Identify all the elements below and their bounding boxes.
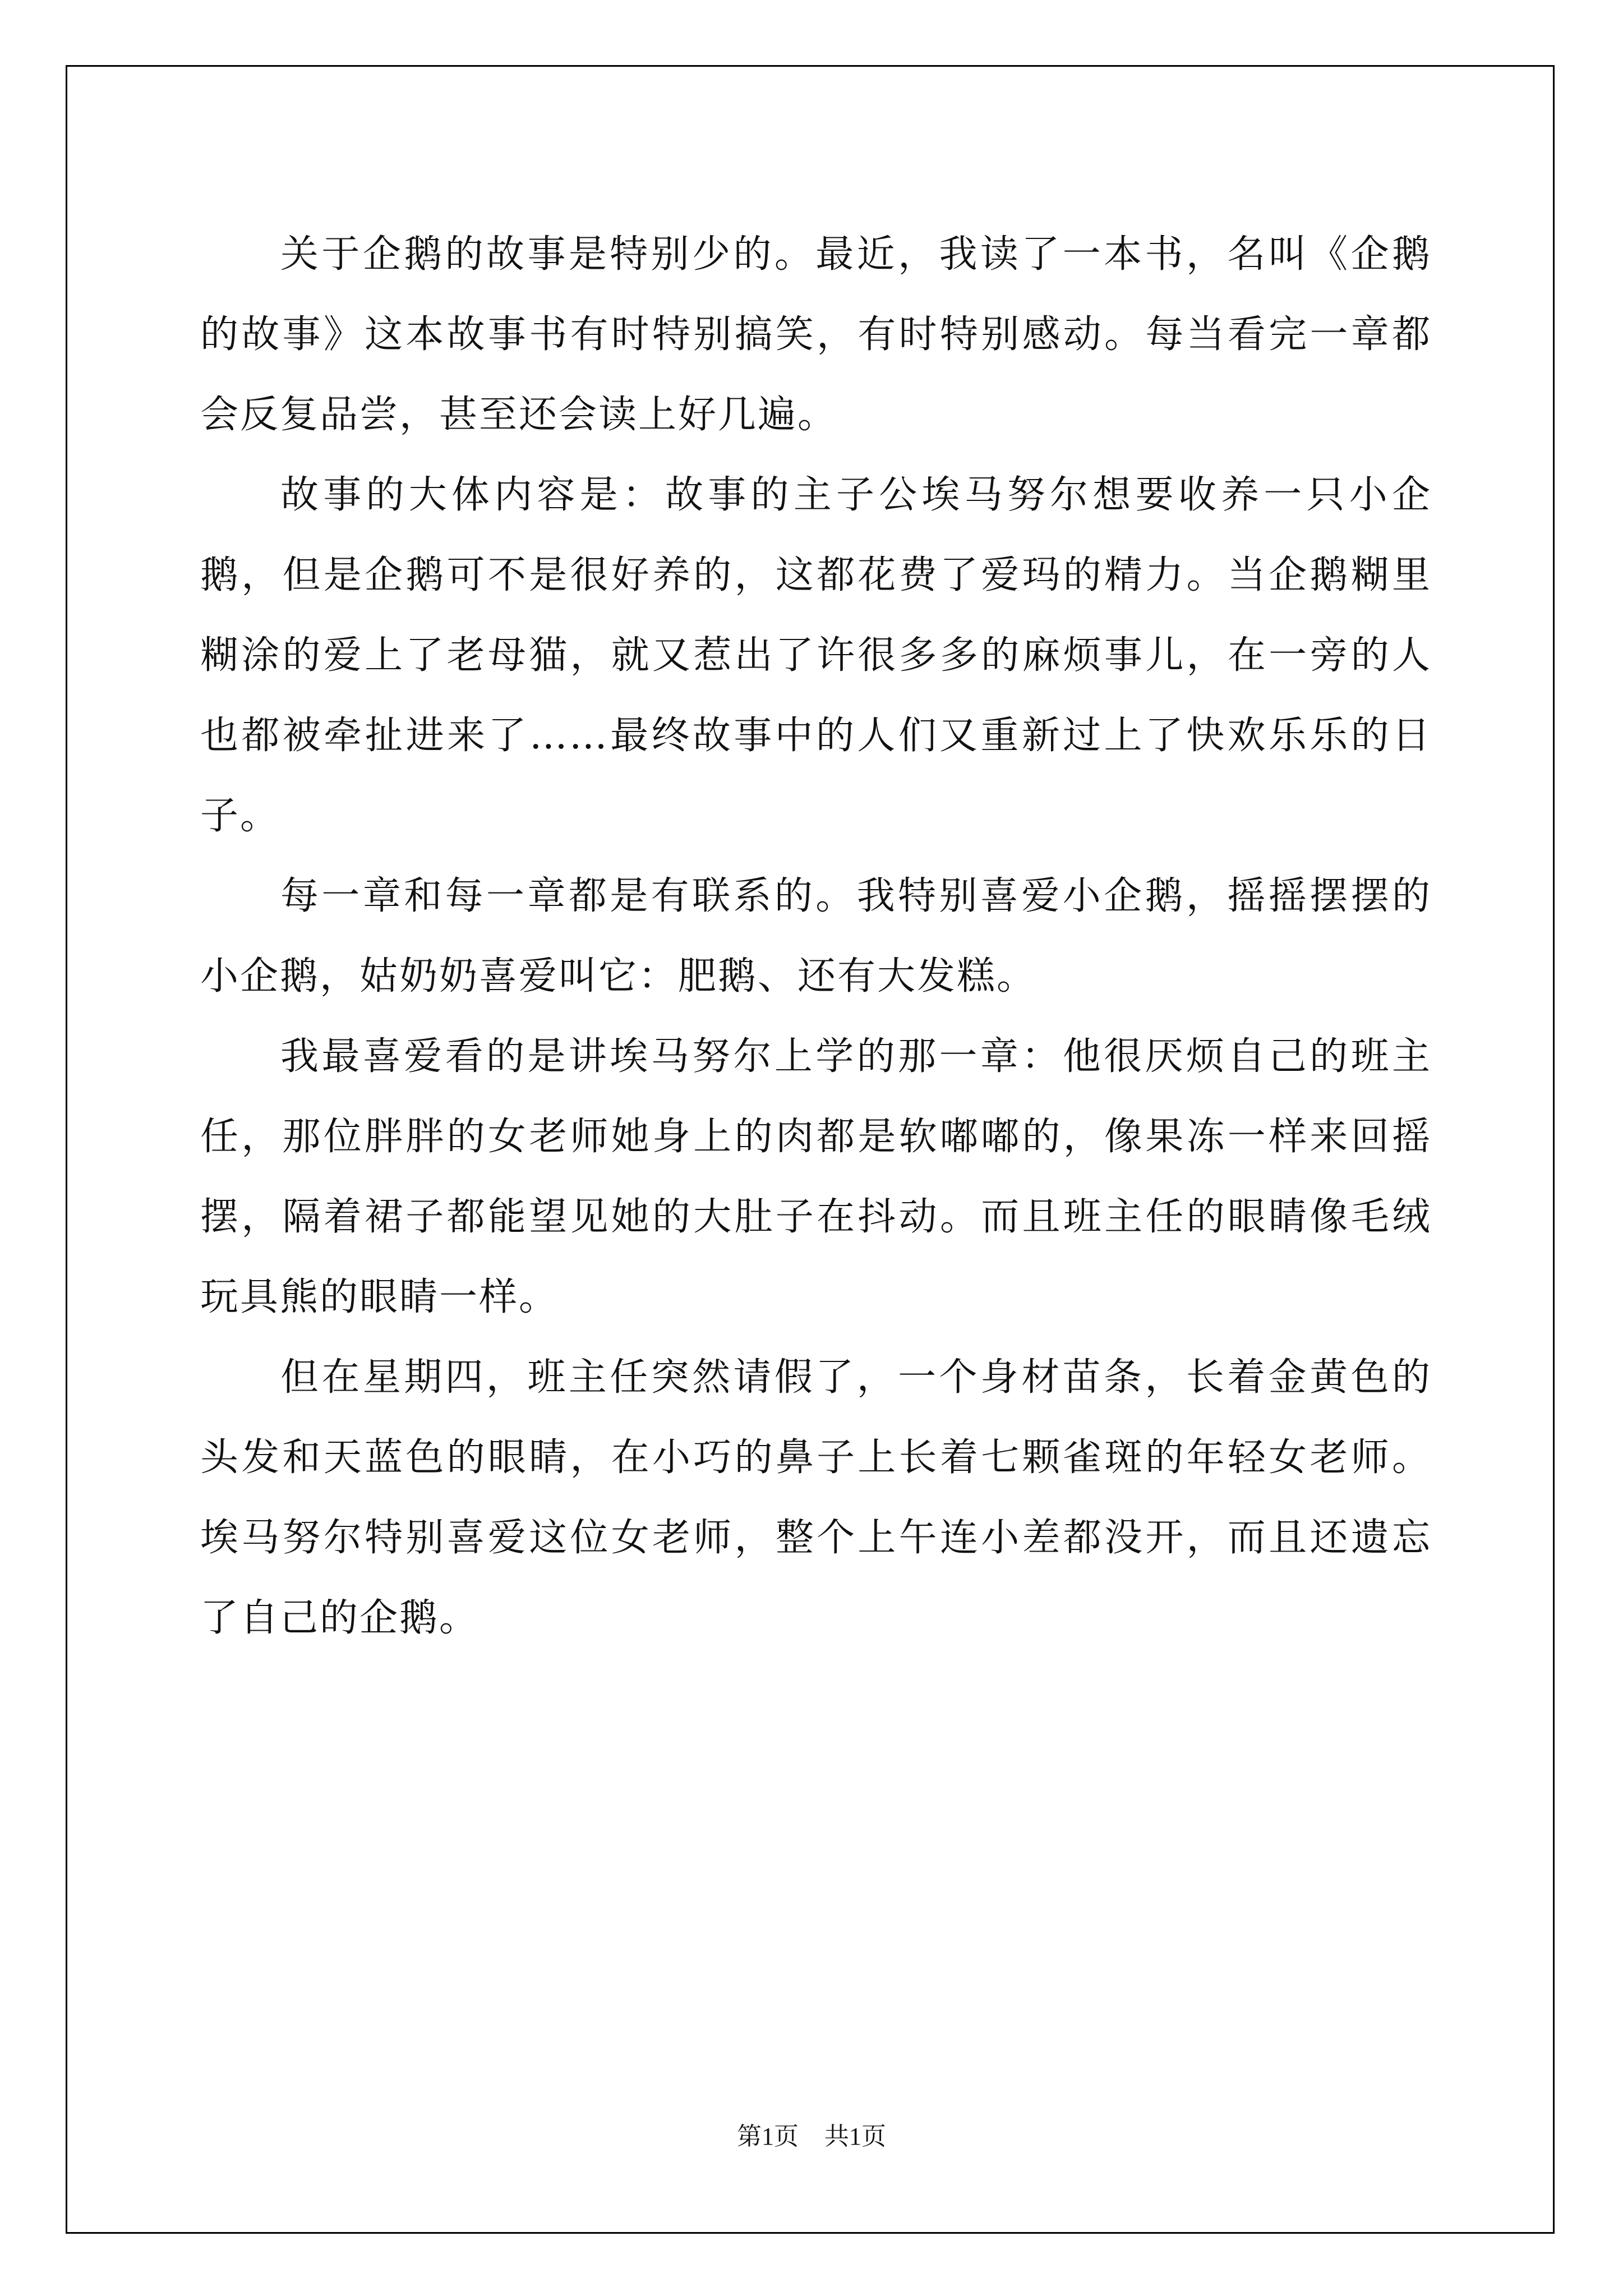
- document-body: [200, 214, 1432, 1658]
- paragraph: 我最喜爱看的是讲埃马努尔上学的那一章：他很厌烦自己的班主任，那位胖胖的女老师她身上的肉都是软嘟嘟的，像果冻一样来回摇摆，隔着裙子都能望见她的大肚子在抖动。而且班主任的眼睛像毛绒玩具熊的眼睛一样。: [200, 1034, 1432, 1319]
- page-number-total: 共1页: [824, 2123, 886, 2150]
- paragraph: 故事的大体内容是：故事的主子公埃马努尔想要收养一只小企鹅，但是企鹅可不是很好养的，这都花费了爱玛的精力。当企鹅糊里糊涂的爱上了老母猫，就又惹出了许很多多的麻烦事儿，在一旁的人也都被牵扯进来了……最终故事中的人们又重新过上了快欢乐乐的日子。: [200, 473, 1432, 838]
- paragraph: 但在星期四，班主任突然请假了，一个身材苗条，长着金黄色的头发和天蓝色的眼睛，在小巧的鼻子上长着七颗雀斑的年轻女老师。埃马努尔特别喜爱这位女老师，整个上午连小差都没开，而且还遗忘了自己的企鹅。: [200, 1355, 1432, 1640]
- paragraph: 每一章和每一章都是有联系的。我特别喜爱小企鹅，摇摇摆摆的小企鹅，姑奶奶喜爱叫它：肥鹅、还有大发糕。: [200, 874, 1432, 999]
- page-footer: [0, 2116, 1623, 2152]
- paragraph: 关于企鹅的故事是特别少的。最近，我读了一本书，名叫《企鹅的故事》这本故事书有时特别搞笑，有时特别感动。每当看完一章都会反复品尝，甚至还会读上好几遍。: [200, 232, 1432, 437]
- page-number-current: 第1页: [737, 2123, 799, 2150]
